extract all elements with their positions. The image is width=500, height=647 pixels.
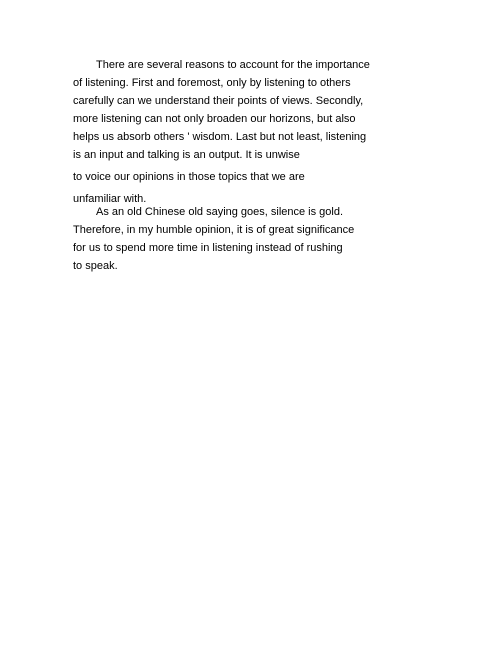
paragraph-2 xyxy=(73,203,373,275)
paragraph-line: more listening can not only broaden our horizons, but also xyxy=(73,113,356,125)
paragraph-line: There are several reasons to account for the importance xyxy=(96,59,370,71)
paragraph-line: carefully can we understand their points of views. Secondly, xyxy=(73,95,364,107)
paragraph-line: helps us absorb others ' wisdom. Last but not least, listening xyxy=(73,131,367,143)
paragraph-line: to voice our opinions in those topics that we are xyxy=(73,171,305,183)
paragraph-line: Therefore, in my humble opinion, it is of great significance xyxy=(73,224,355,236)
paragraph-line: of listening. First and foremost, only by listening to others xyxy=(73,77,351,89)
paragraph-line: As an old Chinese old saying goes, silence is gold. xyxy=(96,206,344,218)
paragraph-line: for us to spend more time in listening instead of rushing xyxy=(73,242,343,254)
paragraph-1 xyxy=(73,56,373,208)
paragraph-line: to speak. xyxy=(73,260,118,272)
paragraph-line: unfamiliar with. xyxy=(73,193,147,205)
paragraph-line: is an input and talking is an output. It is unwise xyxy=(73,149,300,161)
